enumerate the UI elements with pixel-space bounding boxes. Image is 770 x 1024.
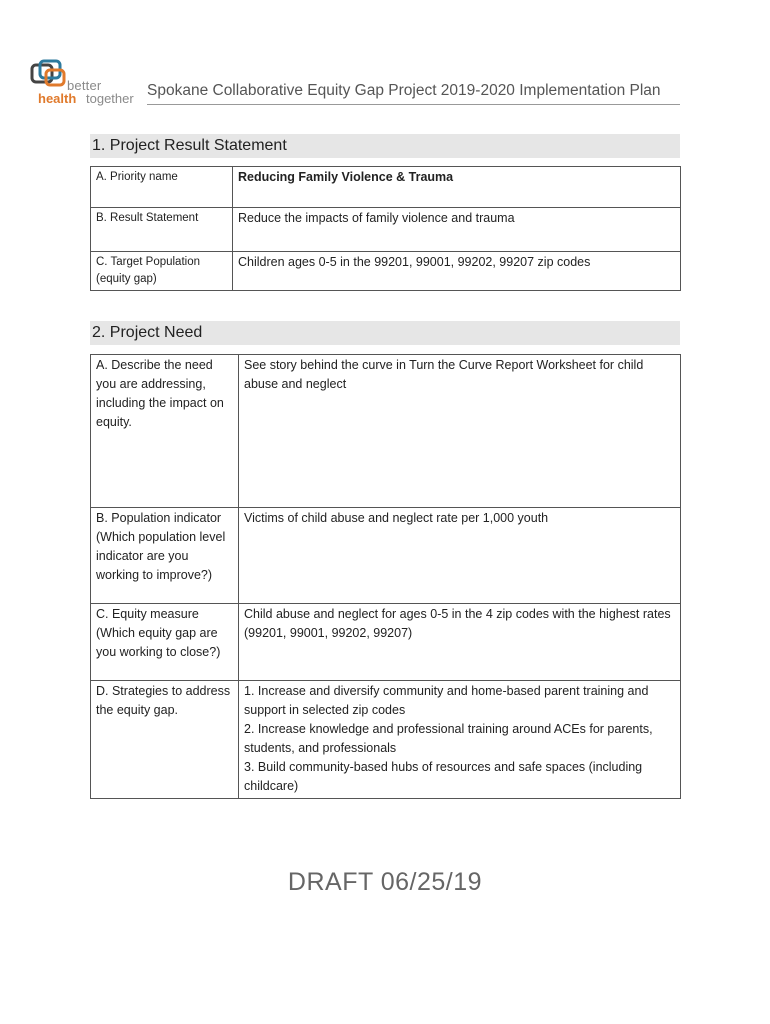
equity-measure-value: Child abuse and neglect for ages 0-5 in the 4 zip codes with the highest rates (99201, 99001, 99202, 99207) xyxy=(239,604,681,681)
section-heading-project-result: 1. Project Result Statement xyxy=(90,134,680,158)
document-title: Spokane Collaborative Equity Gap Project 2019-2020 Implementation Plan xyxy=(147,82,661,99)
target-population-value: Children ages 0-5 in the 99201, 99001, 99202, 99207 zip codes xyxy=(233,252,681,291)
table-row xyxy=(91,604,681,681)
row-label: D. Strategies to address the equity gap. xyxy=(91,681,239,799)
section-heading-project-need: 2. Project Need xyxy=(90,321,680,345)
project-need-table xyxy=(90,354,681,799)
table-row xyxy=(91,167,681,208)
table-row xyxy=(91,508,681,604)
need-description-value: See story behind the curve in Turn the Curve Report Worksheet for child abuse and neglect xyxy=(239,355,681,508)
population-indicator-value: Victims of child abuse and neglect rate per 1,000 youth xyxy=(239,508,681,604)
table-row xyxy=(91,355,681,508)
table-row xyxy=(91,681,681,799)
row-label: B. Result Statement xyxy=(91,208,233,252)
strategy-item: 1. Increase and diversify community and home-based parent training and support in selected zip codes xyxy=(244,684,649,717)
row-label: A. Priority name xyxy=(91,167,233,208)
row-label: A. Describe the need you are addressing, including the impact on equity. xyxy=(91,355,239,508)
strategy-item: 2. Increase knowledge and professional training around ACEs for parents, students, and professionals xyxy=(244,722,653,755)
draft-watermark: DRAFT 06/25/19 xyxy=(287,868,483,896)
row-label: C. Target Population (equity gap) xyxy=(91,252,233,291)
logo-mark-icon xyxy=(30,58,70,92)
table-row xyxy=(91,252,681,291)
logo-word-health: health xyxy=(38,91,77,106)
row-label: B. Population indicator (Which population level indicator are you working to improve?) xyxy=(91,508,239,604)
result-statement-value: Reduce the impacts of family violence and trauma xyxy=(233,208,681,252)
priority-name-value: Reducing Family Violence & Trauma xyxy=(233,167,681,208)
row-label: C. Equity measure (Which equity gap are you working to close?) xyxy=(91,604,239,681)
logo-word-together: together xyxy=(86,91,134,106)
project-result-table xyxy=(90,166,681,291)
table-row xyxy=(91,208,681,252)
title-underline xyxy=(147,104,680,105)
logo xyxy=(30,58,140,108)
strategy-item: 3. Build community-based hubs of resources and safe spaces (including childcare) xyxy=(244,760,643,793)
logo-word-better: better xyxy=(67,78,102,93)
strategies-value xyxy=(239,681,681,799)
